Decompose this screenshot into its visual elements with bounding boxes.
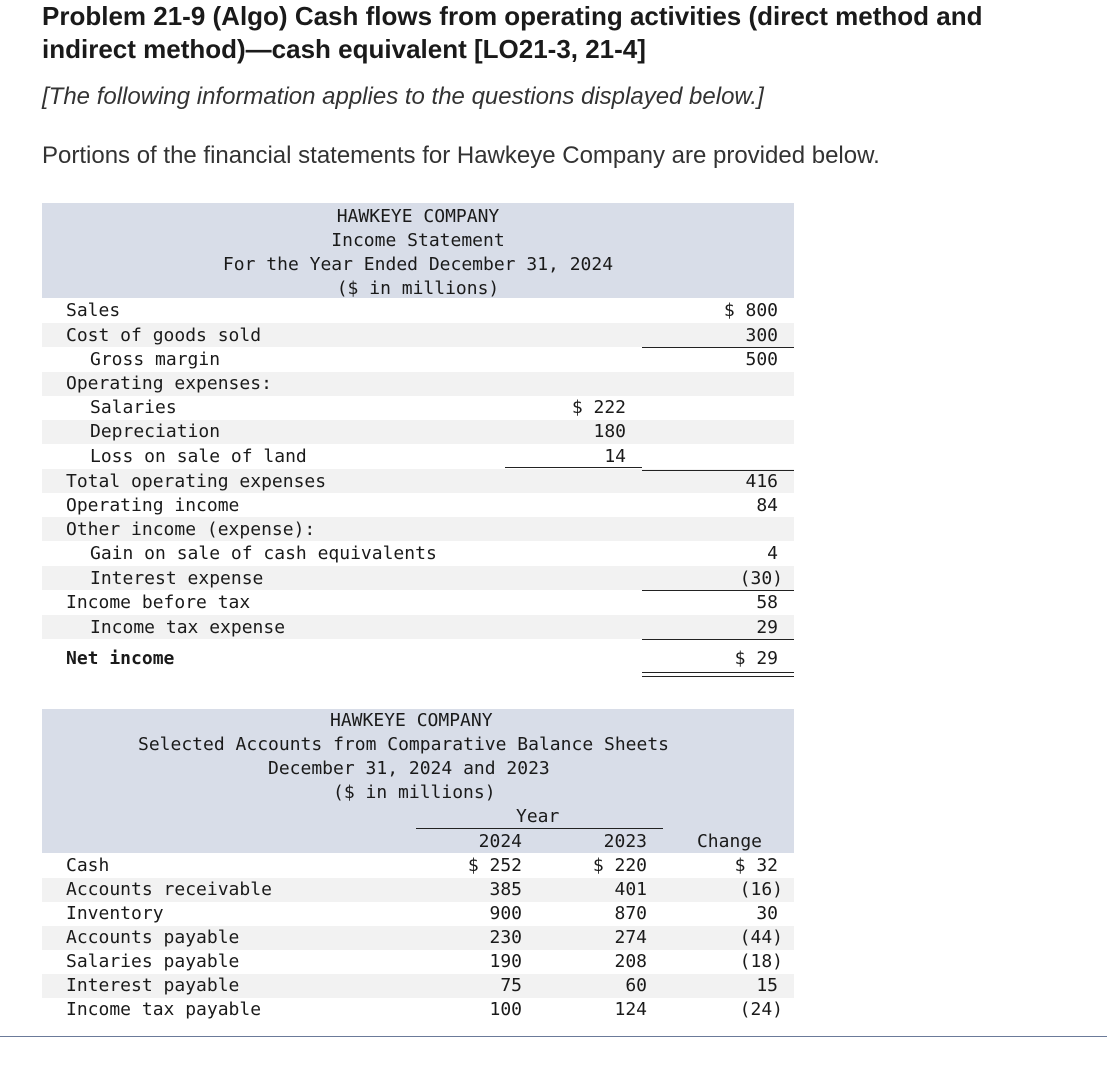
year-rule <box>416 828 663 829</box>
income-row-label: Cost of goods sold <box>66 325 262 346</box>
income-header-company: HAWKEYE COMPANY <box>336 206 500 227</box>
balance-row-label: Interest payable <box>66 975 240 996</box>
income-row-label: Income before tax <box>66 592 251 613</box>
balance-header-dates: December 31, 2024 and 2023 <box>268 758 550 779</box>
subtotal-rule <box>642 639 794 640</box>
balance-change: (44) <box>739 927 783 948</box>
bottom-divider <box>0 1036 1107 1037</box>
balance-header-units: ($ in millions) <box>333 782 496 803</box>
balance-row-label: Inventory <box>66 903 164 924</box>
net-income-label: Net income <box>66 648 175 669</box>
income-row-label: Depreciation <box>90 421 221 442</box>
income-header-units: ($ in millions) <box>336 278 500 299</box>
column-2024: 2024 <box>478 831 522 852</box>
income-row-label: Operating income <box>66 495 240 516</box>
income-row-label: Salaries <box>90 397 177 418</box>
balance-row-label: Accounts payable <box>66 927 240 948</box>
income-row-label: Gain on sale of cash equivalents <box>90 543 437 564</box>
balance-2024: 75 <box>500 975 522 996</box>
balance-row-label: Salaries payable <box>66 951 240 972</box>
income-row-subamount: $ 222 <box>571 397 626 418</box>
income-row-amount: 84 <box>756 495 778 516</box>
income-header-title: Income Statement <box>331 230 505 251</box>
balance-2023: 274 <box>614 927 647 948</box>
portions-text: Portions of the financial statements for Hawkeye Company are provided below. <box>42 142 880 169</box>
income-row-amount: (30) <box>739 568 783 589</box>
income-row-subamount: 180 <box>593 421 626 442</box>
balance-2023: 401 <box>614 879 647 900</box>
balance-2024: 100 <box>489 999 522 1020</box>
intro-text: [The following information applies to the questions displayed below.] <box>42 83 764 110</box>
income-row-amount: 29 <box>756 617 778 638</box>
balance-row-label: Cash <box>66 855 110 876</box>
income-row-amount: 416 <box>745 471 778 492</box>
year-label: Year <box>516 806 560 827</box>
income-row-label: Operating expenses: <box>66 373 272 394</box>
subtotal-rule <box>642 590 794 591</box>
income-row-amount: 500 <box>745 349 778 370</box>
balance-2024: 230 <box>489 927 522 948</box>
balance-change: 30 <box>756 903 778 924</box>
balance-change: $ 32 <box>734 855 778 876</box>
total-double-rule <box>642 672 794 677</box>
balance-header-title: Selected Accounts from Comparative Balance Sheets <box>138 734 670 755</box>
income-row-label: Other income (expense): <box>66 519 316 540</box>
income-row-label: Interest expense <box>90 568 264 589</box>
income-row-amount: $ 800 <box>723 300 778 321</box>
income-row-amount: 58 <box>756 592 778 613</box>
problem-title: Problem 21-9 (Algo) Cash flows from operating activities (direct method and indirect method)—cash equivalent [LO21-3, 21-4] <box>42 1 983 64</box>
subtotal-rule <box>642 347 794 348</box>
balance-sheet-header <box>42 709 794 853</box>
balance-2023: 870 <box>614 903 647 924</box>
income-row-label: Gross margin <box>90 349 221 370</box>
balance-change: (16) <box>739 879 783 900</box>
balance-header-company: HAWKEYE COMPANY <box>330 710 493 731</box>
balance-change: (18) <box>739 951 783 972</box>
income-row-label: Income tax expense <box>90 617 286 638</box>
subtotal-rule <box>505 467 642 468</box>
balance-2024: 385 <box>489 879 522 900</box>
income-row-label: Total operating expenses <box>66 471 327 492</box>
column-2023: 2023 <box>603 831 647 852</box>
income-row-subamount: 14 <box>604 446 626 467</box>
balance-row-label: Income tax payable <box>66 999 262 1020</box>
balance-2023: $ 220 <box>592 855 647 876</box>
balance-2024: 900 <box>489 903 522 924</box>
column-change: Change <box>696 831 762 852</box>
balance-row-label: Accounts receivable <box>66 879 272 900</box>
balance-2024: $ 252 <box>467 855 522 876</box>
balance-2023: 60 <box>625 975 647 996</box>
income-header-period: For the Year Ended December 31, 2024 <box>222 254 614 275</box>
income-row-label: Loss on sale of land <box>90 446 307 467</box>
income-statement-header <box>42 203 794 298</box>
balance-2023: 208 <box>614 951 647 972</box>
balance-2023: 124 <box>614 999 647 1020</box>
balance-change: (24) <box>739 999 783 1020</box>
income-row-amount: 4 <box>767 543 778 564</box>
net-income-amount: $ 29 <box>734 648 778 669</box>
balance-change: 15 <box>756 975 778 996</box>
balance-2024: 190 <box>489 951 522 972</box>
income-row-amount: 300 <box>745 325 778 346</box>
income-row-label: Sales <box>66 300 121 321</box>
